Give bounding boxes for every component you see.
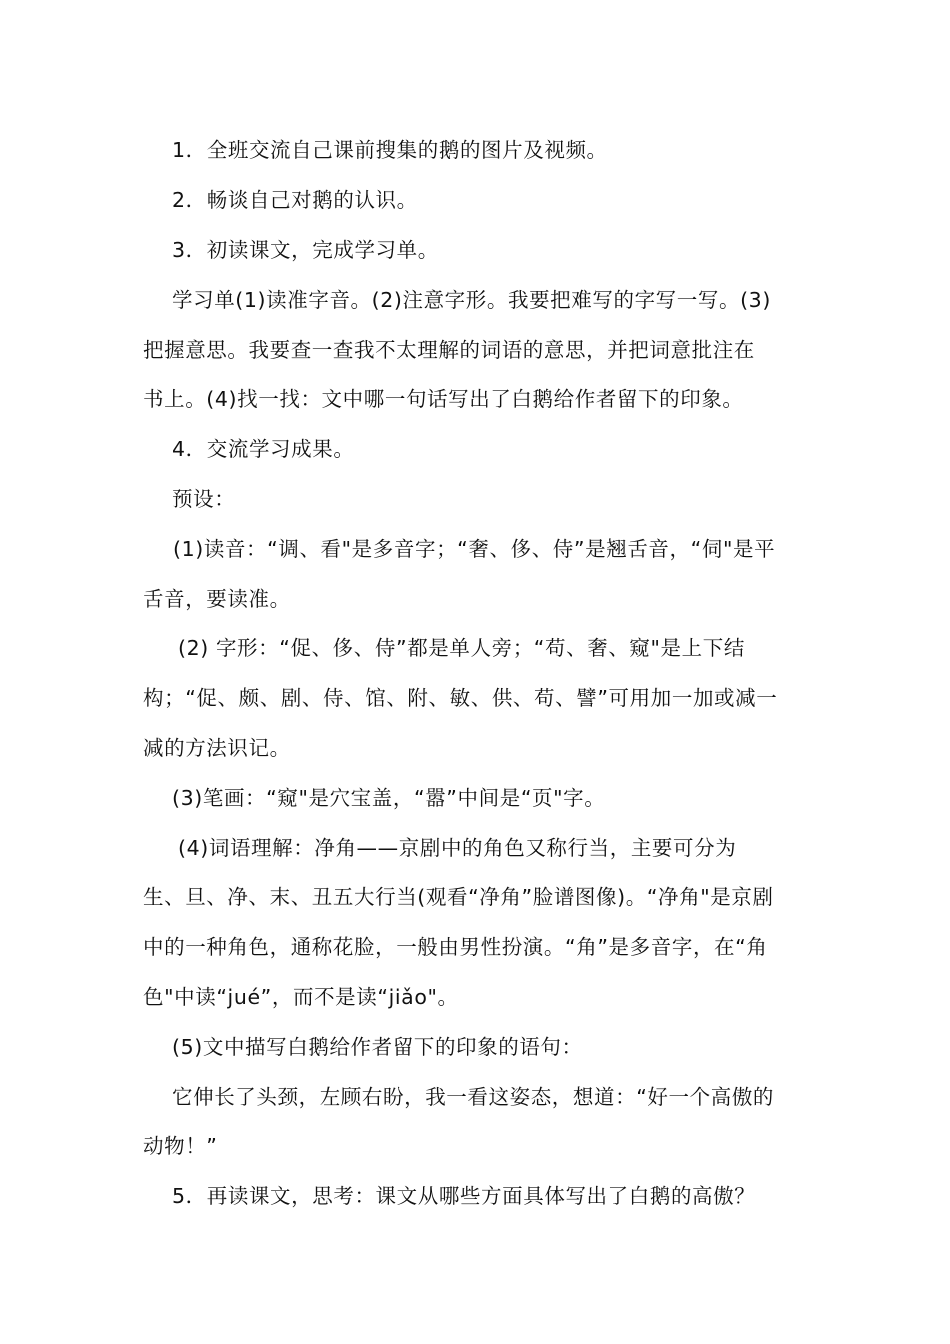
text-line-5: 把握意思。我要查一查我不太理解的词语的意思，并把词意批注在: [143, 338, 755, 362]
text-line-3: 3．初读课文，完成学习单。: [172, 238, 439, 262]
text-line-20: 它伸长了头颈，左顾右盼，我一看这姿态，想道：“好一个高傲的: [172, 1085, 775, 1109]
text-line-10: 舌音，要读准。: [143, 587, 291, 611]
text-line-6: 书上。(4)找一找：文中哪一句话写出了白鹅给作者留下的印象。: [143, 387, 744, 411]
text-line-8: 预设：: [172, 487, 236, 511]
text-line-7: 4．交流学习成果。: [172, 437, 355, 461]
text-line-19: (5)文中描写白鹅给作者留下的印象的语句：: [172, 1035, 583, 1059]
text-line-17: 中的一种角色，通称花脸，一般由男性扮演。“角”是多音字，在“角: [143, 935, 768, 959]
text-line-4: 学习单(1)读准字音。(2)注意字形。我要把难写的字写一写。(3): [172, 288, 771, 312]
text-line-12: 构；“促、颇、剧、侍、馆、附、敏、供、苟、譬”可用加一加或减一: [143, 686, 778, 710]
text-line-21: 动物！”: [143, 1134, 218, 1158]
text-line-13: 减的方法识记。: [143, 736, 291, 760]
text-line-9: (1)读音：“调、看"是多音字；“奢、侈、侍”是翘舌音，“伺"是平: [173, 537, 776, 561]
text-line-18: 色"中读“jué”，而不是读“jiǎo"。: [143, 985, 459, 1009]
text-line-14: (3)笔画：“窥"是穴宝盖，“嚣”中间是“页"字。: [172, 786, 606, 810]
text-line-11: (2) 字形：“促、侈、侍”都是单人旁；“苟、奢、窥"是上下结: [178, 636, 745, 660]
text-line-2: 2．畅谈自己对鹅的认识。: [172, 188, 418, 212]
text-line-16: 生、旦、净、末、丑五大行当(观看“净角”脸谱图像)。“净角"是京剧: [143, 885, 774, 909]
text-line-1: 1．全班交流自己课前搜集的鹅的图片及视频。: [172, 138, 608, 162]
text-line-22: 5．再读课文，思考：课文从哪些方面具体写出了白鹅的高傲？: [172, 1184, 756, 1208]
text-line-15: (4)词语理解：净角——京剧中的角色又称行当，主要可分为: [178, 836, 737, 860]
